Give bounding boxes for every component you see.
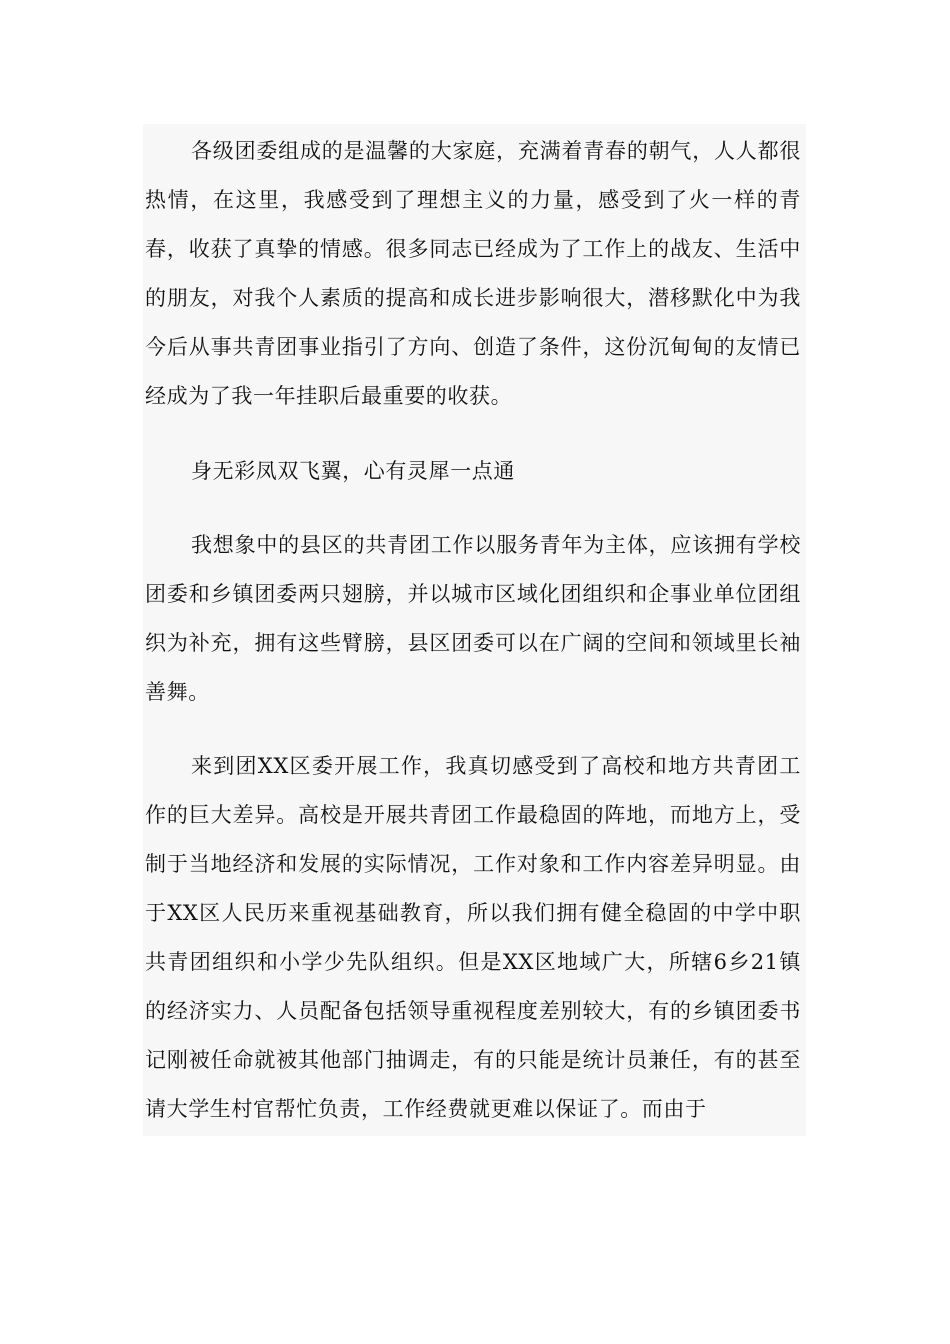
paragraph-friendship: 各级团委组成的是温馨的大家庭，充满着青春的朝气，人人都很热情，在这里，我感受到了理想主义的力量，感受到了火一样的青春，收获了真挚的情感。很多同志已经成为了工作上的战友、生活中的朋友，对我个人素质的提高和成长进步影响很大，潜移默化中为我今后从事共青团事业指引了方向、创造了条件，这份沉甸甸的友情已经成为了我一年挂职后最重要的收获。: [145, 139, 801, 408]
section-heading: 身无彩凤双飞翼，心有灵犀一点通: [191, 459, 515, 483]
paragraph-county-work: 我想象中的县区的共青团工作以服务青年为主体，应该拥有学校团委和乡镇团委两只翅膀，并以城市区域化团组织和企事业单位团组织为补充，拥有这些臂膀，县区团委可以在广阔的空间和领域里长袖善舞。: [145, 533, 801, 704]
document-body: [143, 124, 806, 1136]
paragraph-differences: 来到团XX区委开展工作，我真切感受到了高校和地方共青团工作的巨大差异。高校是开展共青团工作最稳固的阵地，而地方上，受制于当地经济和发展的实际情况，工作对象和工作内容差异明显。由于XX区人民历来重视基础教育，所以我们拥有健全稳固的中学中职共青团组织和小学少先队组织。但是XX区地域广大，所辖6乡21镇的经济实力、人员配备包括领导重视程度差别较大，有的乡镇团委书记刚被任命就被其他部门抽调走，有的只能是统计员兼任，有的甚至请大学生村官帮忙负责，工作经费就更难以保证了。而由于: [145, 754, 801, 1121]
